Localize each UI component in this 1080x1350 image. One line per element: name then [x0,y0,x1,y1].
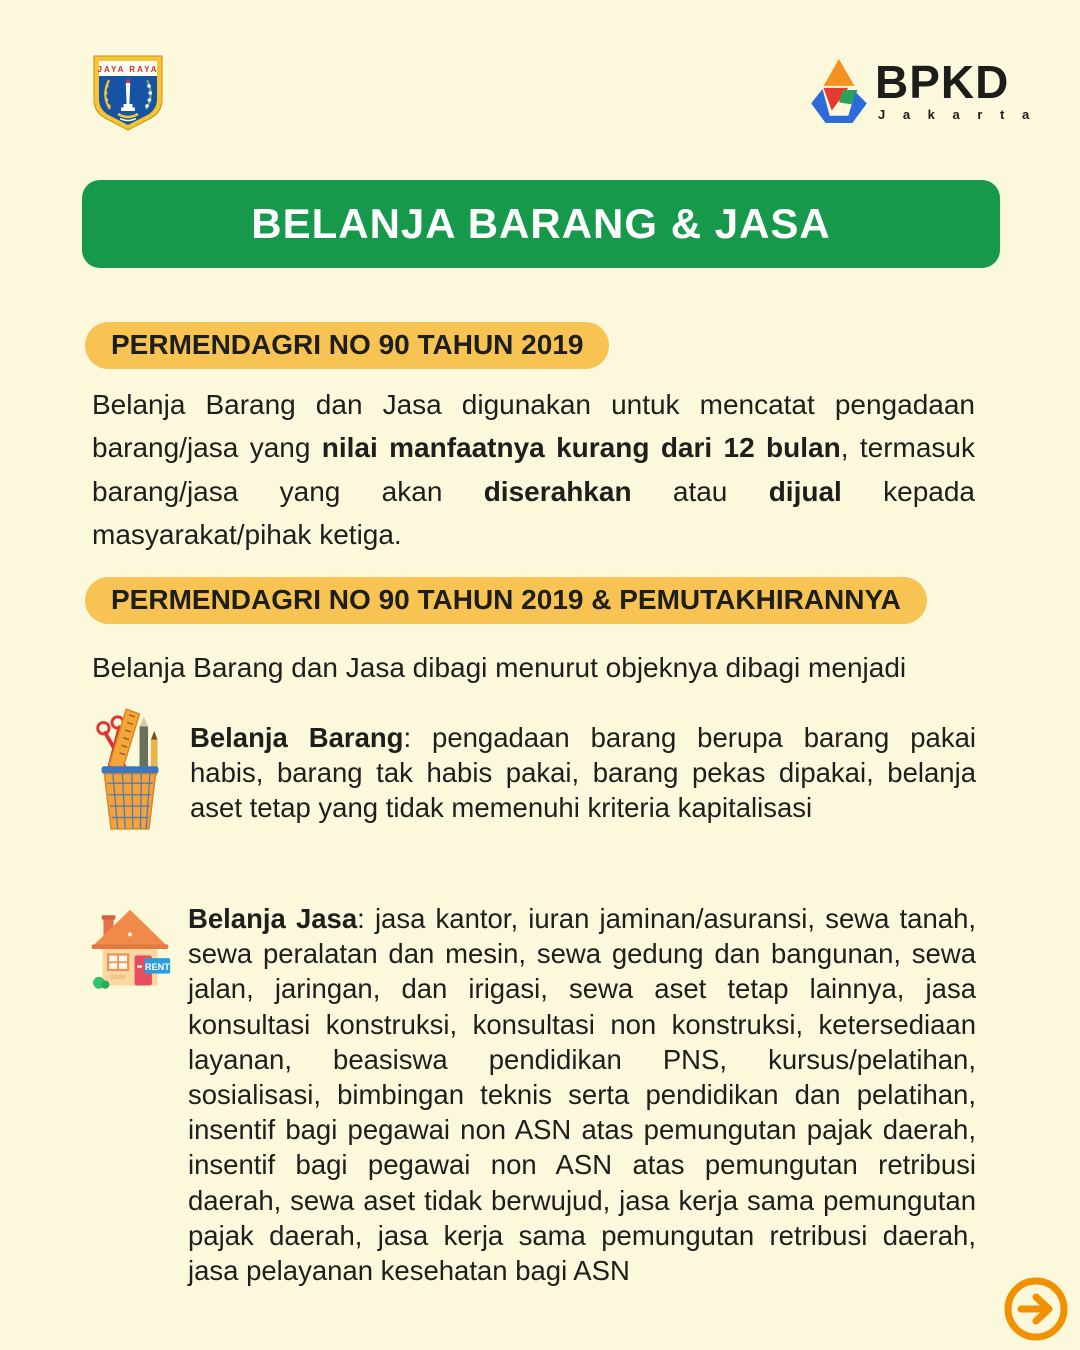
page-title: BELANJA BARANG & JASA [251,200,831,247]
house-rent-graphic [88,907,172,991]
rent-sign-label: RENT [144,962,170,972]
bpkd-logo [810,58,1036,124]
list-item-belanja-barang [92,706,976,839]
permendagri-paragraph: Belanja Barang dan Jasa digunakan untuk mencatat pengadaan barang/jasa yang nilai manfaatnya kurang dari 12 bulan, termasuk barang/jasa yang akan diserahkan atau dijual kepada masyarakat/pihak ketiga. [92,389,975,551]
jakarta-shield-icon [92,54,164,132]
house-rent-icon [88,907,172,1288]
page-title-banner [82,180,1000,268]
list-item-belanja-jasa [88,893,976,1288]
belanja-jasa-text: Belanja Jasa: jasa kantor, iuran jaminan/asuransi, sewa tanah, sewa peralatan dan mesin, sewa gedung dan bangunan, sewa jalan, jaringan, dan irigasi, sewa aset tetap lainnya, jasa konsultasi konstruksi, konsultasi non konstruksi, ketersediaan layanan, beasiswa pendidikan PNS, kursus/pelatihan, sosialisasi, bimbingan teknis serta pendidikan dan pelatihan, insentif bagi pegawai non ASN atas pemungutan pajak daerah, insentif bagi pegawai non ASN atas pemungutan retribusi daerah, sewa aset tidak berwujud, jasa kerja sama pemungutan pajak daerah, jasa kerja sama pemungutan retribusi daerah, jasa pelayanan kesehatan bagi ASN [188,903,977,1286]
section-heading-permendagri: PERMENDAGRI NO 90 TAHUN 2019 [85,322,609,369]
pemutakhiran-intro: Belanja Barang dan Jasa dibagi menurut objeknya dibagi menjadi [92,652,907,683]
bpkd-mark-icon [810,58,868,124]
jakarta-motto: JAYA RAYA [97,65,159,74]
jakarta-coat-of-arms-logo [92,54,164,132]
belanja-barang-text: Belanja Barang: pengadaan barang berupa barang pakai habis, barang tak habis pakai, barang pekas dipakai, belanja aset tetap yang tidak memenuhi kriteria kapitalisasi [190,722,976,824]
next-page-button[interactable] [1004,1277,1068,1341]
arrow-right-icon [1004,1277,1068,1341]
section-heading-pemutakhiran: PERMENDAGRI NO 90 TAHUN 2019 & PEMUTAKHIRANNYA [85,577,927,624]
stationery-cup-graphic [92,706,168,834]
stationery-cup-icon [92,706,168,839]
bpkd-acronym: BPKD [875,56,1010,108]
bpkd-city-label: J a k a r t a [878,107,1037,123]
